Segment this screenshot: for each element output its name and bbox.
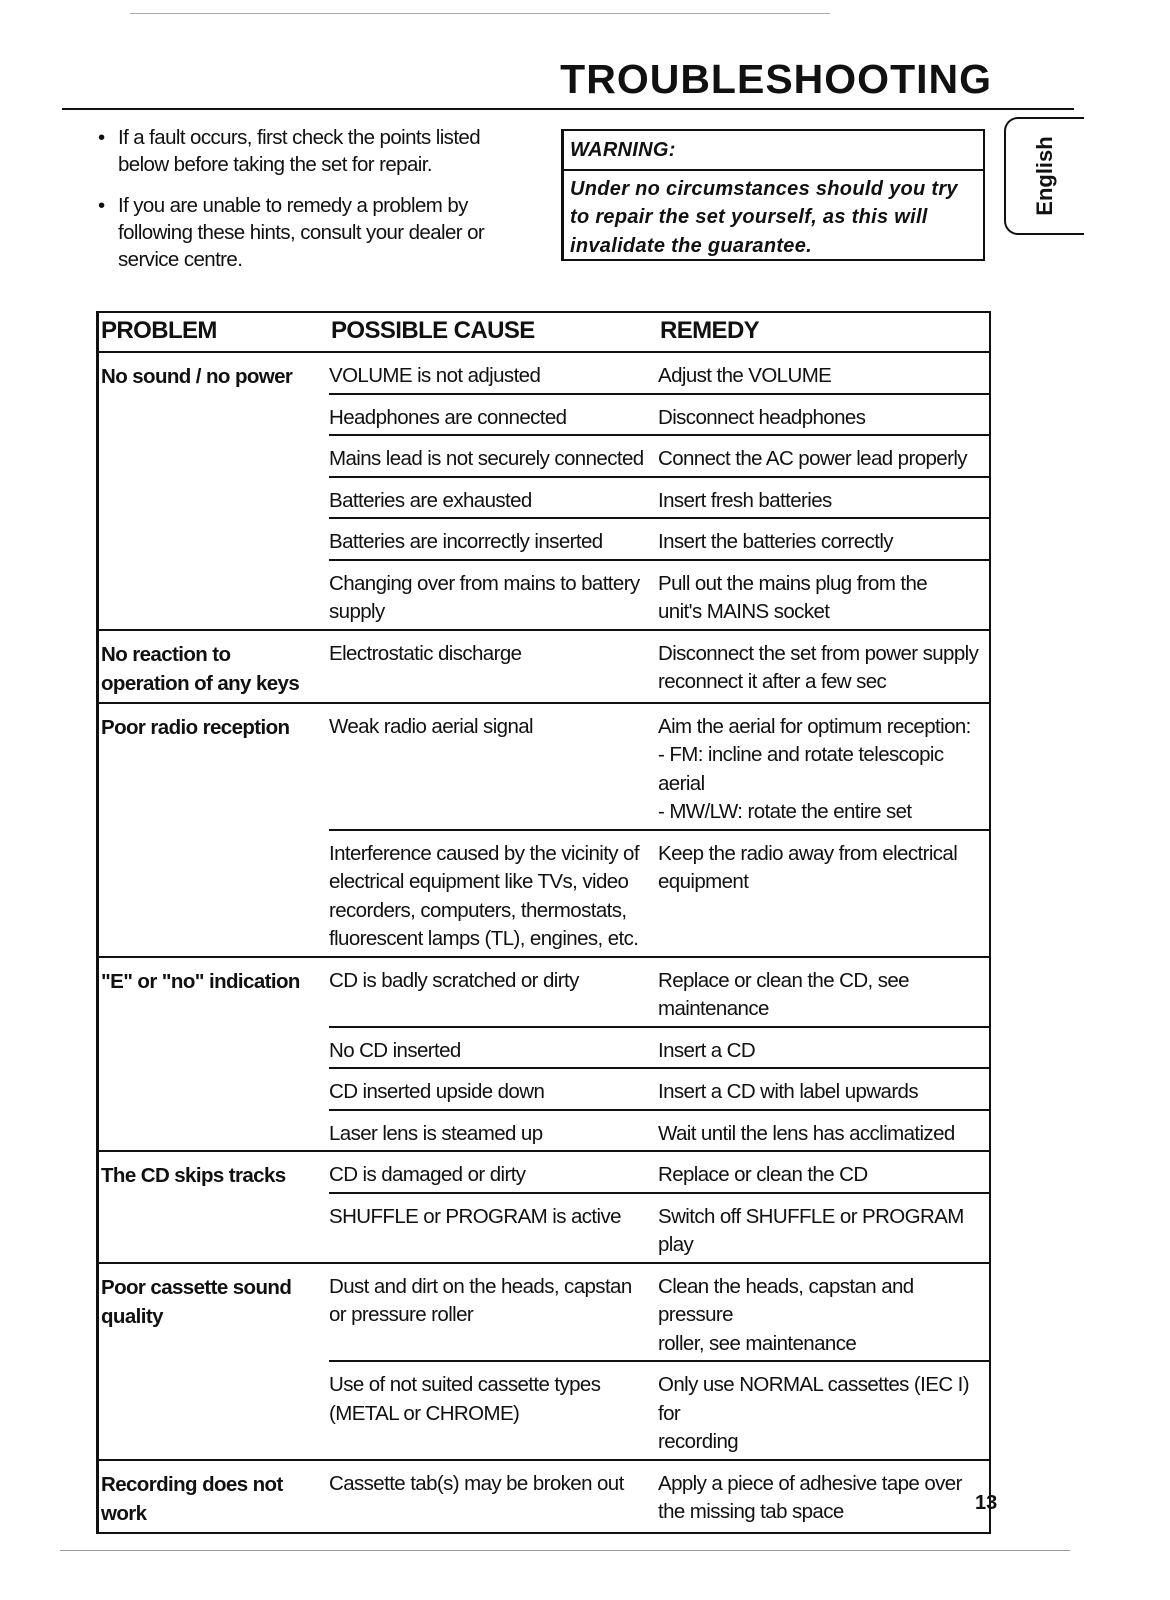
table-row <box>329 1461 989 1529</box>
cause-cell: Cassette tab(s) may be broken out <box>329 1471 624 1495</box>
language-tab-label: English <box>1032 136 1057 216</box>
table-row <box>329 436 989 478</box>
table-header <box>99 313 989 353</box>
table-row <box>329 831 989 956</box>
cause-cell: Mains lead is not securely connected <box>329 447 644 470</box>
remedy-cell: Keep the radio away from electrical equipment <box>658 841 958 893</box>
table-row <box>329 1194 989 1262</box>
scan-artifact-top <box>130 13 830 14</box>
table-row <box>329 1264 989 1363</box>
problem-cell: "E" or "no" indication <box>101 969 300 993</box>
cause-cell: Weak radio aerial signal <box>329 714 534 738</box>
remedy-cell: Connect the AC power lead properly <box>658 447 967 470</box>
remedy-cell: Replace or clean the CD, see maintenance <box>658 968 909 1020</box>
cause-cell: CD inserted upside down <box>329 1080 545 1103</box>
page-title: TROUBLESHOOTING <box>560 56 992 102</box>
remedy-cell: Clean the heads, capstan and pressure roller, see maintenance <box>658 1274 914 1355</box>
remedy-cell: Aim the aerial for optimum reception: - FM: incline and rotate telescopic aerial - MW/LW: rotate the entire set <box>658 714 971 823</box>
cause-cell: Use of not suited cassette types (METAL or CHROME) <box>329 1373 601 1425</box>
problem-group <box>99 1461 989 1532</box>
cause-cell: VOLUME is not adjusted <box>329 364 541 387</box>
cause-cell: Laser lens is steamed up <box>329 1121 543 1145</box>
table-row <box>329 704 989 831</box>
problem-cell: Poor cassette sound quality <box>101 1275 292 1328</box>
header-cause: POSSIBLE CAUSE <box>331 317 535 344</box>
table-row <box>329 1362 989 1459</box>
language-tab <box>1004 117 1084 235</box>
table-row <box>329 631 989 699</box>
table-row <box>329 1152 989 1194</box>
header-remedy: REMEDY <box>660 317 760 344</box>
remedy-cell: Apply a piece of adhesive tape over the missing tab space <box>658 1471 962 1523</box>
table-row <box>329 1111 989 1151</box>
warning-text: Under no circumstances should you try to repair the set yourself, as this will invalidate the guarantee. <box>570 177 958 257</box>
cause-cell: CD is damaged or dirty <box>329 1163 526 1186</box>
cause-cell: Dust and dirt on the heads, capstan or pressure roller <box>329 1274 632 1326</box>
remedy-cell: Insert fresh batteries <box>658 488 832 512</box>
problem-group <box>99 958 989 1153</box>
troubleshooting-table <box>96 311 991 1534</box>
remedy-cell: Adjust the VOLUME <box>658 364 832 387</box>
remedy-cell: Wait until the lens has acclimatized <box>658 1121 955 1145</box>
remedy-cell: Insert a CD <box>658 1038 756 1062</box>
problem-cell: Poor radio reception <box>101 715 290 739</box>
cause-cell: Batteries are exhausted <box>329 488 532 512</box>
warning-box <box>561 129 985 261</box>
cause-cell: Changing over from mains to battery supply <box>329 571 640 623</box>
remedy-cell: Switch off SHUFFLE or PROGRAM play <box>658 1204 964 1256</box>
table-row <box>329 519 989 561</box>
warning-title: WARNING: <box>564 136 983 171</box>
table-row <box>329 561 989 629</box>
intro-bullet: • If a fault occurs, first check the points listed below before taking the set for repair. <box>92 124 512 178</box>
remedy-cell: Insert a CD with label upwards <box>658 1080 919 1103</box>
title-divider <box>62 108 1074 110</box>
cause-cell: Batteries are incorrectly inserted <box>329 530 603 553</box>
problem-cell: The CD skips tracks <box>101 1164 286 1187</box>
problem-group <box>99 353 989 631</box>
cause-cell: SHUFFLE or PROGRAM is active <box>329 1204 621 1228</box>
problem-group <box>99 1264 989 1461</box>
table-row <box>329 958 989 1028</box>
table-row <box>329 478 989 520</box>
table-row <box>329 395 989 437</box>
page-number: 13 <box>975 1492 998 1514</box>
cause-cell: No CD inserted <box>329 1038 461 1062</box>
scan-artifact-bottom <box>60 1550 1070 1551</box>
remedy-cell: Pull out the mains plug from the unit's MAINS socket <box>658 571 928 623</box>
cause-cell: Headphones are connected <box>329 405 567 429</box>
cause-cell: Interference caused by the vicinity of electrical equipment like TVs, video recorders, computers, thermostats, fluorescent lamps (TL), engines, etc. <box>329 841 639 950</box>
table-row <box>329 1028 989 1070</box>
problem-group <box>99 704 989 958</box>
header-problem: PROBLEM <box>101 317 217 344</box>
remedy-cell: Only use NORMAL cassettes (IEC I) for recording <box>658 1373 969 1453</box>
table-row <box>329 353 989 395</box>
problem-cell: Recording does not work <box>101 1472 283 1525</box>
remedy-cell: Replace or clean the CD <box>658 1163 868 1186</box>
problem-cell: No reaction to operation of any keys <box>101 642 300 695</box>
problem-cell: No sound / no power <box>101 365 293 388</box>
cause-cell: Electrostatic discharge <box>329 641 522 665</box>
problem-group <box>99 1152 989 1264</box>
intro-bullets <box>92 124 512 287</box>
table-row <box>329 1069 989 1111</box>
problem-group <box>99 631 989 704</box>
remedy-cell: Disconnect the set from power supply reconnect it after a few sec <box>658 641 979 693</box>
intro-bullet: • If you are unable to remedy a problem by following these hints, consult your dealer or service centre. <box>92 192 512 273</box>
remedy-cell: Disconnect headphones <box>658 405 866 429</box>
cause-cell: CD is badly scratched or dirty <box>329 968 579 992</box>
remedy-cell: Insert the batteries correctly <box>658 530 893 553</box>
